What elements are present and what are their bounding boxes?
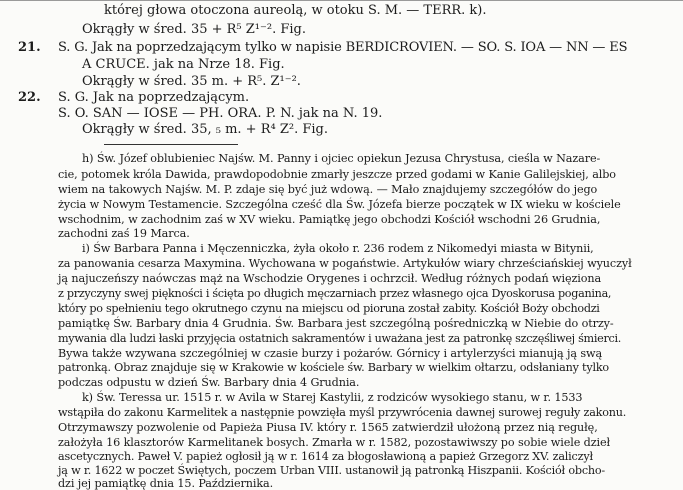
- footnote-line: Otrzymawszy pozwolenie od Papieża Piusa IV. który r. 1565 zatwierdził ułożoną przez nią regułę,: [58, 421, 598, 434]
- entry-21-line-3: Okrągły w śred. 35 m. + R⁵. Z¹⁻².: [82, 74, 301, 89]
- footnote-line: wschodnim, w zachodnim zaś w XV wieku. Pamiątkę jego obchodzi Kościół wschodni 26 Grudnia,: [58, 213, 601, 226]
- entry-continuation-line-1: której głowa otoczona aureolą, w otoku S. M. — TERR. k).: [104, 3, 487, 18]
- footnote-line: zachodni zaś 19 Marca.: [58, 227, 190, 240]
- footnote-line: mywania dla ludzi łaski przyjęcia ostatnich sakramentów i uważana jest za patronkę szczęśliwej śmierci.: [58, 332, 622, 345]
- footnote-line: k) Św. Teressa ur. 1515 r. w Avila w Starej Kastylii, z rodziców wysokiego stanu, w r. 1533: [82, 391, 583, 404]
- entry-22-line-1: S. G. Jak na poprzedzającym.: [58, 90, 250, 105]
- footnote-separator: [104, 144, 238, 145]
- entry-continuation-line-2: Okrągły w śred. 35 + R⁵ Z¹⁻². Fig.: [82, 22, 306, 37]
- footnote-line: który po spełnieniu tego okrutnego czynu na miejscu od pioruna został zabity. Kościół Boży obchodzi: [58, 302, 600, 315]
- footnote-line: i) Św Barbara Panna i Męczenniczka, żyła około r. 236 rodem z Nikomedyi miasta w Bitynii,: [82, 242, 594, 255]
- entry-21-line-2: A CRUCE. jak na Nrze 18. Fig.: [82, 57, 285, 72]
- footnote-line: za panowania cesarza Maxymina. Wychowana w pogaństwie. Artykułów wiary chrześciańskiej wyuczył: [58, 257, 632, 270]
- entry-22-number: 22.: [18, 90, 41, 105]
- footnote-line: dzi jej pamiątkę dnia 15. Października.: [58, 477, 274, 490]
- footnote-line: pamiątkę Św. Barbary dnia 4 Grudnia. Św. Barbara jest szczególną pośredniczką w Niebie do otrzy-: [58, 317, 614, 330]
- footnote-line: ascetycznych. Paweł V. papież ogłosił ją w r. 1614 za błogosławioną a papież Grzegorz XV. zaliczył: [58, 450, 593, 463]
- footnote-line: cie, potomek króla Dawida, prawdopodobnie zmarły jeszcze przed godami w Kanie Galilejskiej, albo: [58, 168, 616, 181]
- footnote-line: z przyczyny swej piękności i ścięta po długich męczarniach przez własnego ojca Dyoskorusa poganina,: [58, 287, 612, 300]
- footnote-line: życia w Nowym Testamencie. Szczególna cześć dla Św. Józefa bierze początek w IX wieku w kościele: [58, 198, 621, 211]
- footnote-line: ją najuczeńszy naówczas mąż na Wschodzie Orygenes i ochrzcił. Według różnych podań więziona: [58, 272, 602, 285]
- footnote-line: podczas odpustu w dzień Św. Barbary dnia 4 Grudnia.: [58, 376, 360, 389]
- footnote-line: wiem na takowych Najśw. M. P. zdaje się być już wdową. — Mało znajdujemy szczegółów do jego: [58, 183, 598, 196]
- footnote-line: patronką. Obraz znajduje się w Krakowie w kościele św. Barbary w wielkim ołtarzu, odsłaniany tylko: [58, 361, 609, 374]
- entry-21-number: 21.: [18, 40, 41, 55]
- footnote-line: Bywa także wzywana szczególniej w czasie burzy i pożarów. Górnicy i artylerzyści mianują ją swą: [58, 347, 603, 360]
- entry-21-line-1: S. G. Jak na poprzedzającym tylko w napisie BERDICROVIEN. — SO. S. IOA — NN — ES: [58, 40, 628, 55]
- footnote-line: założyła 16 klasztorów Karmelitanek bosych. Zmarła w r. 1582, pozostawiwszy po sobie wiele dzieł: [58, 436, 611, 449]
- scan-edge-line: [0, 0, 683, 1]
- footnote-line: h) Św. Józef oblubieniec Najśw. M. Panny i ojciec opiekun Jezusa Chrystusa, cieśla w Nazare-: [82, 152, 601, 165]
- footnote-line: ją w r. 1622 w poczet Świętych, poczem Urban VIII. ustanowił ją patronką Hiszpanii. Kościół obcho-: [58, 464, 606, 477]
- entry-22-line-3: Okrągły w śred. 35, ₅ m. + R⁴ Z². Fig.: [82, 122, 328, 137]
- footnote-line: wstąpiła do zakonu Karmelitek a następnie powzięła myśl przywrócenia dawnej surowej reguły zakonu.: [58, 406, 627, 419]
- entry-22-line-2: S. O. SAN — IOSE — PH. ORA. P. N. jak na N. 19.: [58, 106, 383, 121]
